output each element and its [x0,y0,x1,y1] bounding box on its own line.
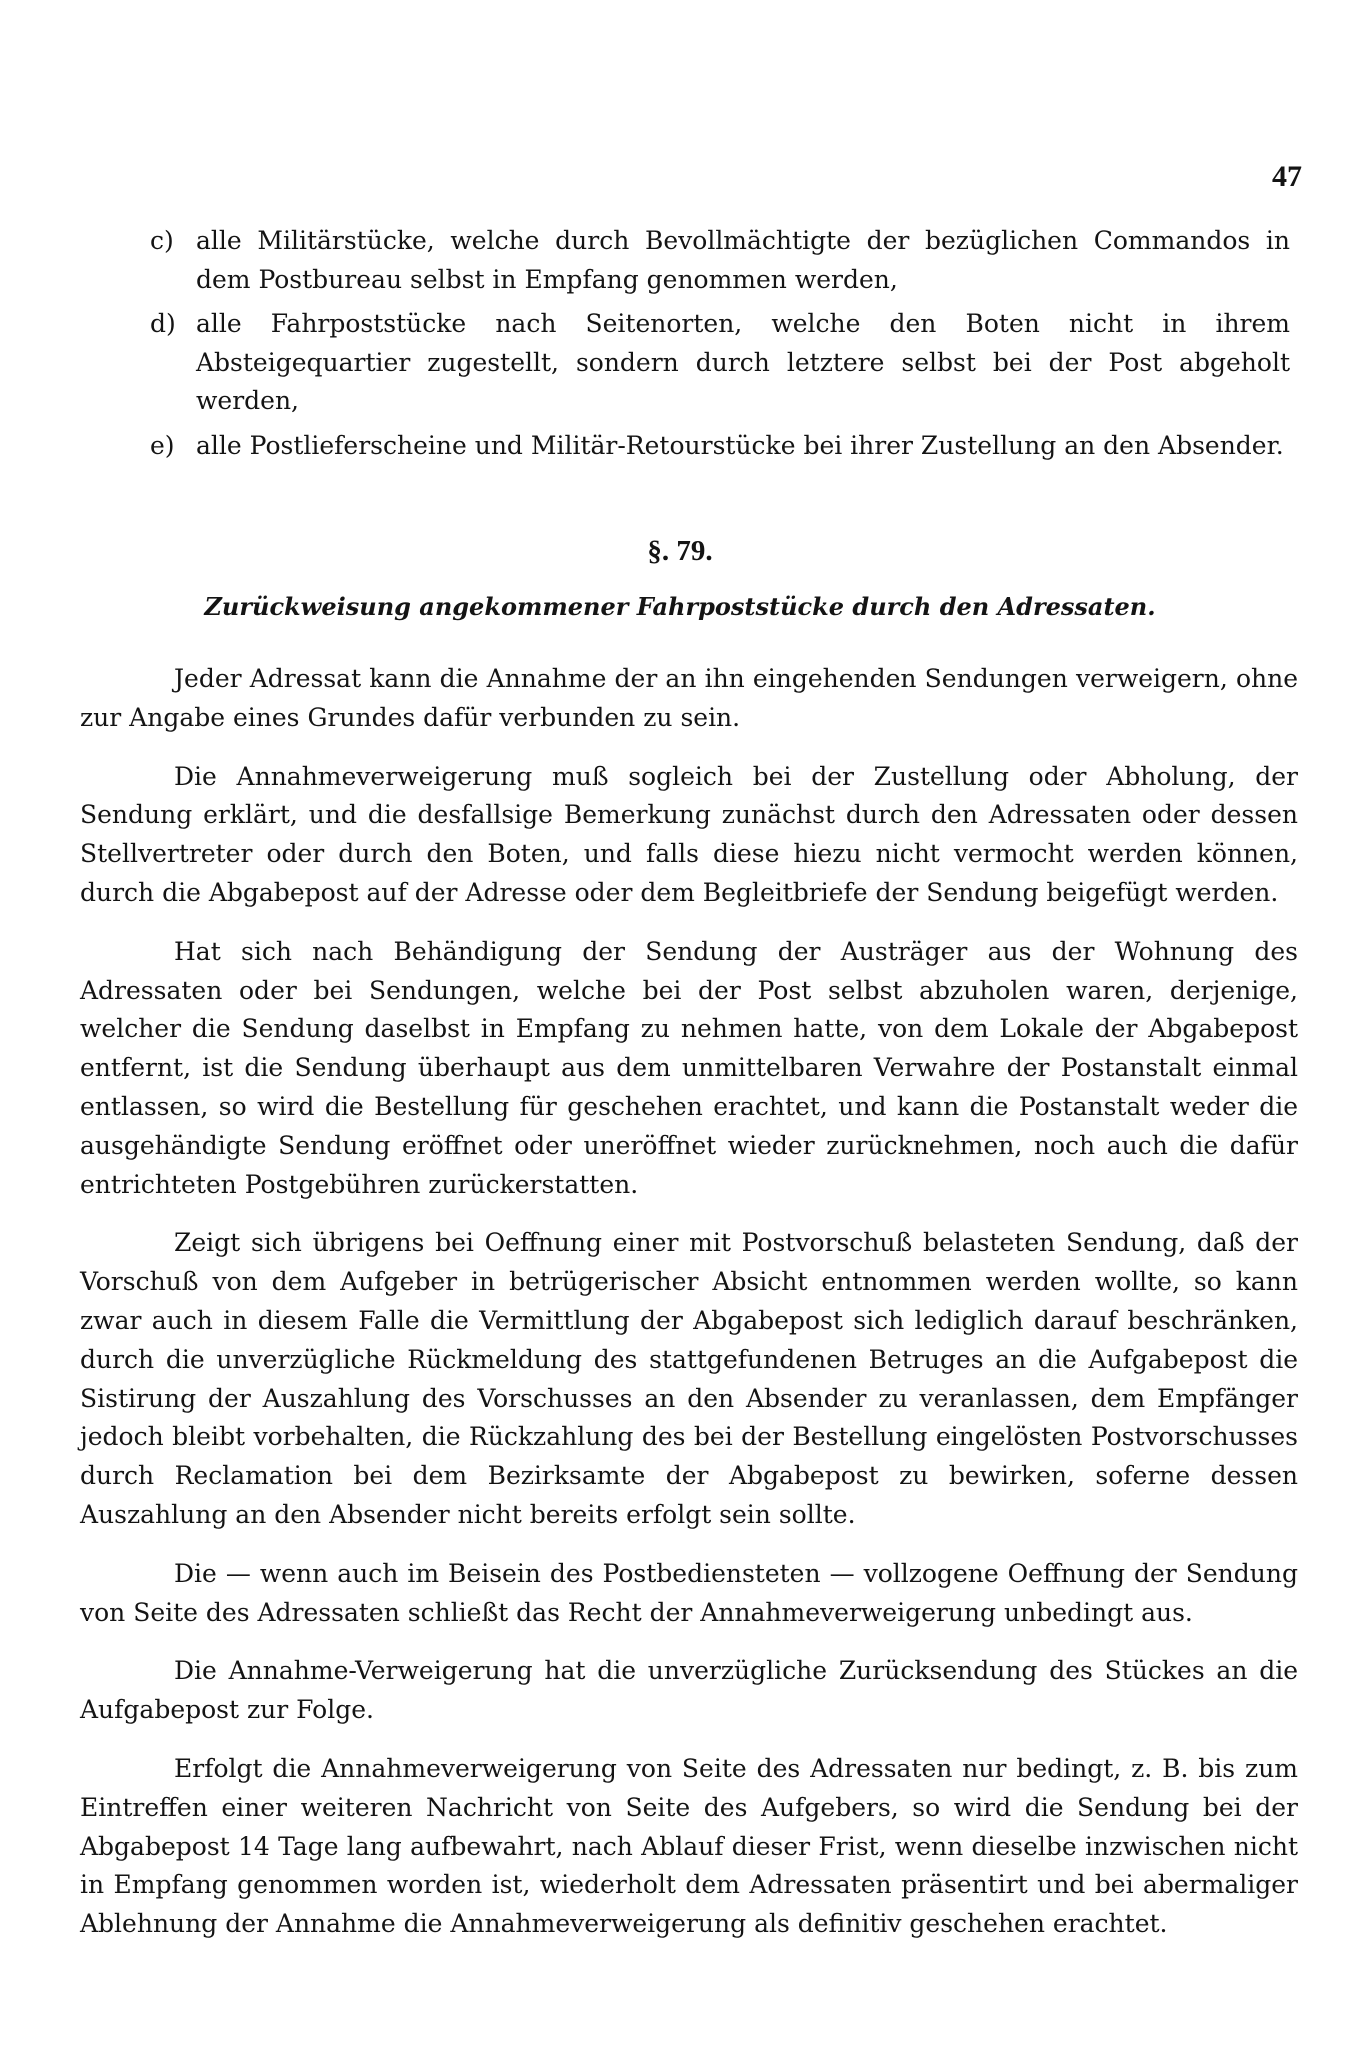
section-body [80,660,1298,1964]
page-number: 47 [1272,160,1302,193]
paragraph: Die — wenn auch im Beisein des Postbediensteten — vollzogene Oeffnung der Sendung von Seite des Adressaten schließt das Recht der Annahmeverweigerung unbedingt aus. [80,1558,1298,1627]
list-item-letter: d) [150,309,176,338]
list-item [150,305,1290,421]
enumerated-list [150,222,1290,471]
paragraph: Jeder Adressat kann die Annahme der an ihn eingehenden Sendungen verweigern, ohne zur Angabe eines Grundes dafür verbunden zu sein. [80,664,1298,732]
paragraph: Hat sich nach Behändigung der Sendung der Austräger aus der Wohnung des Adressaten oder bei Sendungen, welche bei der Post selbst abzuholen waren, derjenige, welcher die Sendung daselbst in Empfang zu nehmen hatte, von dem Lokale der Abgabepost entfernt, ist die Sendung überhaupt aus dem unmittelbaren Verwahre der Postanstalt einmal entlassen, so wird die Bestellung für geschehen erachtet, und kann die Postanstalt weder die ausgehändigte Sendung eröffnet oder uneröffnet wieder zurücknehmen, noch auch die dafür entrichteten Postgebühren zurückerstatten. [80,936,1298,1199]
paragraph: Die Annahme-Verweigerung hat die unverzügliche Zurücksendung des Stückes an die Aufgabepost zur Folge. [80,1656,1298,1725]
paragraph: Zeigt sich übrigens bei Oeffnung einer mit Postvorschuß belasteten Sendung, daß der Vorschuß von dem Aufgeber in betrügerischer Absicht entnommen werden wollte, so kann zwar auch in diesem Falle die Vermittlung der Abgabepost sich lediglich darauf beschränken, durch die unverzügliche Rückmeldung des stattgefundenen Betruges an die Aufgabepost die Sistirung der Auszahlung des Vorschusses an den Absender zu veranlassen, dem Empfänger jedoch bleibt vorbehalten, die Rückzahlung des bei der Bestellung eingelösten Postvorschusses durch Reclamation bei dem Bezirksamte der Abgabepost zu bewirken, soferne dessen Auszahlung an den Absender nicht bereits erfolgt sein sollte. [80,1228,1298,1529]
paragraph: Die Annahmeverweigerung muß sogleich bei der Zustellung oder Abholung, der Sendung erklärt, und die desfallsige Bemerkung zunächst durch den Adressaten oder dessen Stellvertreter oder durch den Boten, und falls diese hiezu nicht vermocht werden können, durch die Abgabepost auf der Adresse oder dem Begleitbriefe der Sendung beigefügt werden. [80,761,1298,907]
section-number: §. 79. [647,535,713,567]
list-item-text: alle Militärstücke, welche durch Bevollmächtigte der bezüglichen Commandos in dem Postbureau selbst in Empfang genommen werden, [196,226,1290,294]
list-item-text: alle Fahrpoststücke nach Seitenorten, welche den Boten nicht in ihrem Absteigequartier zugestellt, sondern durch letztere selbst bei der Post abgeholt werden, [196,309,1290,415]
paragraph: Erfolgt die Annahmeverweigerung von Seite des Adressaten nur bedingt, z. B. bis zum Eintreffen einer weiteren Nachricht von Seite des Aufgebers, so wird die Sendung bei der Abgabepost 14 Tage lang aufbewahrt, nach Ablauf dieser Frist, wenn dieselbe inzwischen nicht in Empfang genommen worden ist, wiederholt dem Adressaten präsentirt und bei abermaliger Ablehnung der Annahme die Annahmeverweigerung als definitiv geschehen erachtet. [80,1753,1298,1939]
list-item-letter: e) [150,430,175,460]
section-title: Zurückweisung angekommener Fahrpoststücke durch den Adressaten. [204,592,1156,621]
list-item-text: alle Postlieferscheine und Militär-Retourstücke bei ihrer Zustellung an den Absender. [196,430,1284,460]
list-item [150,427,1290,466]
list-item-letter: c) [150,226,174,255]
list-item [150,222,1290,299]
